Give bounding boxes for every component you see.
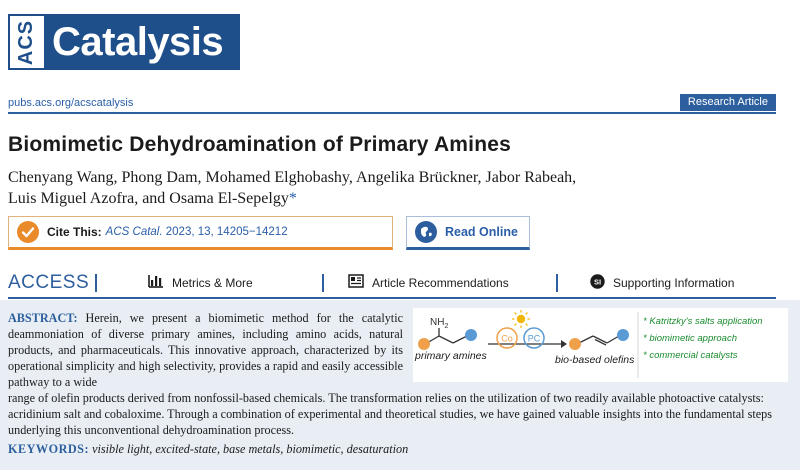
amine-blue-sphere: [465, 329, 477, 341]
keywords-label: KEYWORDS:: [8, 442, 90, 456]
toc-point-2: * biomimetic approach: [643, 333, 737, 344]
logo-acs-block: [10, 16, 46, 68]
author-line-1: Chenyang Wang, Phong Dam, Mohamed Elghobashy, Angelika Brückner, Jabor Rabeah,: [8, 169, 577, 186]
access-label: ACCESS: [8, 272, 90, 293]
recommendations-label: Article Recommendations: [372, 275, 509, 290]
supporting-info-label: Supporting Information: [613, 276, 735, 290]
read-online-label: Read Online: [445, 225, 518, 239]
toc-graphic[interactable]: [413, 308, 788, 382]
journal-url[interactable]: pubs.acs.org/acscatalysis: [8, 97, 134, 109]
access-separator-3: [556, 274, 558, 292]
cite-journal-abbrev: ACS Catal.: [105, 226, 163, 238]
access-rule: [8, 297, 776, 299]
olefin-orange-sphere: [569, 338, 581, 350]
read-icon-wrap: [407, 217, 445, 247]
access-separator-2: [322, 274, 324, 292]
toc-point-1: * Katritzky's salts application: [643, 316, 763, 327]
corresponding-author-mark[interactable]: *: [288, 190, 297, 207]
keywords: [8, 442, 408, 457]
nh2-subscript: 2: [444, 323, 449, 330]
abstract-part-1: [8, 310, 403, 390]
logo-journal-name: Catalysis: [52, 19, 224, 64]
bar-chart-icon: [148, 274, 164, 291]
amine-orange-sphere: [418, 338, 430, 350]
article-icon: [348, 274, 364, 291]
author-line-2: [8, 188, 698, 209]
nh2-text: NH: [430, 317, 445, 328]
supporting-info-link[interactable]: [590, 274, 734, 292]
author-line-2-text: Luis Miguel Azofra, and Osama El-Sepelgy: [8, 190, 289, 207]
header-rule: [8, 112, 776, 114]
cite-this-box[interactable]: [8, 216, 393, 250]
cite-details: 2023, 13, 14205−14212: [162, 226, 288, 238]
cite-label: Cite This:: [47, 225, 102, 239]
access-separator: [95, 274, 97, 292]
globe-icon: [415, 221, 437, 243]
journal-logo[interactable]: [8, 14, 240, 70]
abstract-text-1: Herein, we present a biomimetic method for the catalytic deammoniation of diverse primary amines, including amino acids, natural products, and pharmaceuticals. This innovative approach, characterized by its operational simplicity and high selectivity, provides a rapid and easily accessible pathway to a wide: [8, 311, 403, 389]
si-icon: [590, 274, 605, 292]
pc-label: PC: [527, 333, 541, 344]
check-icon: [17, 221, 39, 243]
toc-point-3: * commercial catalysts: [643, 350, 738, 361]
abstract-part-2: range of olefin products derived from nonfossil-based chemicals. The transformation relies on the utilization of two readily available photoactive catalysts: acridinium salt and cobaloxime. Through a combination of experimental and theoretical studies, we have gained valuable insights into the fundamental steps underlying this unconventional dehydroamination process.: [8, 391, 772, 437]
article-title: Biomimetic Dehydroamination of Primary Amines: [8, 133, 512, 156]
citation-text[interactable]: [106, 226, 288, 238]
primary-amines-label: primary amines: [415, 350, 487, 362]
si-badge-text: SI: [593, 277, 602, 287]
olefin-blue-sphere: [617, 329, 629, 341]
logo-acs-text: ACS: [15, 19, 38, 65]
read-online-button[interactable]: [406, 216, 530, 250]
keywords-list: visible light, excited-state, base metals, biomimetic, desaturation: [92, 442, 409, 456]
metrics-label: Metrics & More: [172, 275, 253, 290]
sun-icon: [512, 310, 530, 328]
recommendations-link[interactable]: [348, 274, 509, 291]
author-list: [8, 167, 698, 209]
metrics-link[interactable]: [148, 274, 253, 291]
article-type-badge: Research Article: [680, 94, 776, 111]
cite-icon-wrap: [9, 217, 47, 247]
access-bar: [8, 270, 776, 296]
abstract-label: ABSTRACT:: [8, 311, 78, 325]
co-label: Co: [501, 333, 513, 344]
bio-based-olefins-label: bio-based olefins: [555, 354, 635, 366]
